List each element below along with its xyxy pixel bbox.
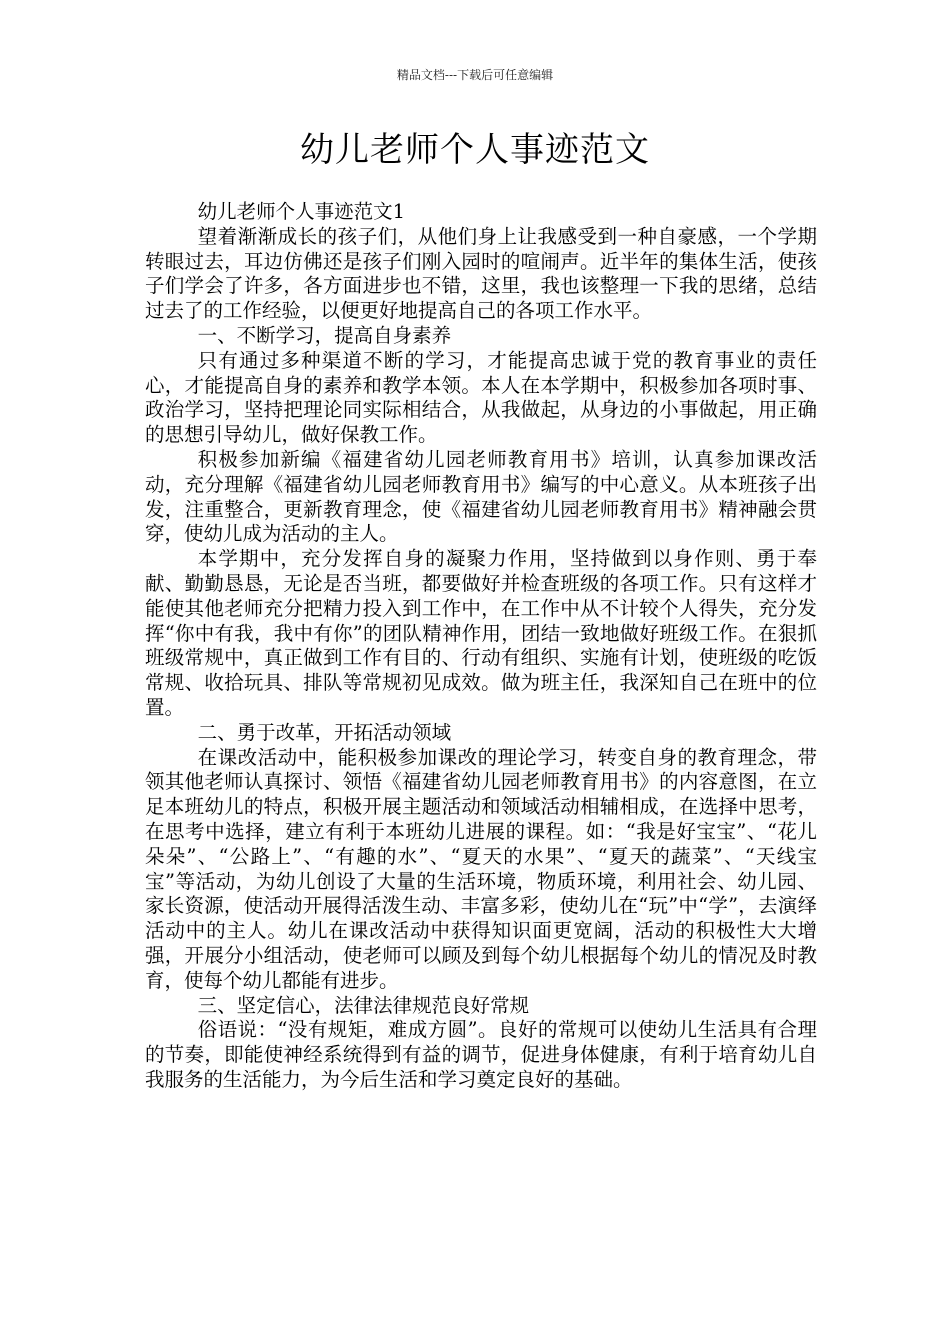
- section-heading-1: 一、不断学习，提高自身素养: [197, 323, 452, 347]
- document-title: 幼儿老师个人事迹范文: [300, 130, 650, 170]
- page-header-note: 精品文档---下载后可任意编辑: [396, 68, 554, 82]
- document-body: [145, 200, 817, 1093]
- body-paragraph: 在课改活动中，能积极参加课改的理论学习，转变自身的教育理念，带领其他老师认真探讨、领悟《福建省幼儿园老师教育用书》的内容意图，在立足本班幼儿的特点，积极开展主题活动和领域活动相辅相成，在选择中思考，在思考中选择，建立有利于本班幼儿进展的课程。如：“我是好宝宝”、“花儿朵朵”、“公路上”、“有趣的水”、“夏天的水果”、“夏天的蔬菜”、“天线宝宝”等活动，为幼儿创设了大量的生活环境，物质环境，利用社会、幼儿园、家长资源，使活动开展得活泼生动、丰富多彩，使幼儿在“玩”中“学”，去演绎活动中的主人。幼儿在课改活动中获得知识面更宽阔，活动的积极性大大增强，开展分小组活动，使老师可以顾及到每个幼儿根据每个幼儿的情况及时教育，使每个幼儿都能有进步。: [145, 745, 817, 992]
- section-heading-2: 二、勇于改革，开拓活动领域: [197, 720, 452, 744]
- body-paragraph: 只有通过多种渠道不断的学习，才能提高忠诚于党的教育事业的责任心，才能提高自身的素养和教学本领。本人在本学期中，积极参加各项时事、政治学习，坚持把理论同实际相结合，从我做起，从身边的小事做起，用正确的思想引导幼儿，做好保教工作。: [145, 348, 817, 447]
- body-paragraph: 积极参加新编《福建省幼儿园老师教育用书》培训，认真参加课改活动，充分理解《福建省幼儿园老师教育用书》编写的中心意义。从本班孩子出发，注重整合，更新教育理念，使《福建省幼儿园老师教育用书》精神融会贯穿，使幼儿成为活动的主人。: [145, 447, 817, 546]
- body-paragraph: 俗语说：“没有规矩，难成方圆”。良好的常规可以使幼儿生活具有合理的节奏，即能使神经系统得到有益的调节，促进身体健康，有利于培育幼儿自我服务的生活能力，为今后生活和学习奠定良好的基础。: [145, 1018, 817, 1091]
- body-paragraph: 本学期中，充分发挥自身的凝聚力作用，坚持做到以身作则、勇于奉献、勤勤恳恳，无论是否当班，都要做好并检查班级的各项工作。只有这样才能使其他老师充分把精力投入到工作中，在工作中从不计较个人得失，充分发挥“你中有我，我中有你”的团队精神作用，团结一致地做好班级工作。在狠抓班级常规中，真正做到工作有目的、行动有组织、实施有计划，使班级的吃饭常规、收拾玩具、排队等常规初见成效。做为班主任，我深知自己在班中的位置。: [145, 547, 817, 719]
- subtitle-paragraph: 幼儿老师个人事迹范文1: [197, 200, 406, 223]
- section-heading-3: 三、坚定信心，法律法律规范良好常规: [197, 993, 530, 1017]
- intro-paragraph: 望着渐渐成长的孩子们，从他们身上让我感受到一种自豪感，一个学期转眼过去，耳边仿佛还是孩子们刚入园时的喧闹声。近半年的集体生活，使孩子们学会了许多，各方面进步也不错，这里，我也该整理一下我的思绪，总结过去了的工作经验，以便更好地提高自己的各项工作水平。: [145, 224, 817, 323]
